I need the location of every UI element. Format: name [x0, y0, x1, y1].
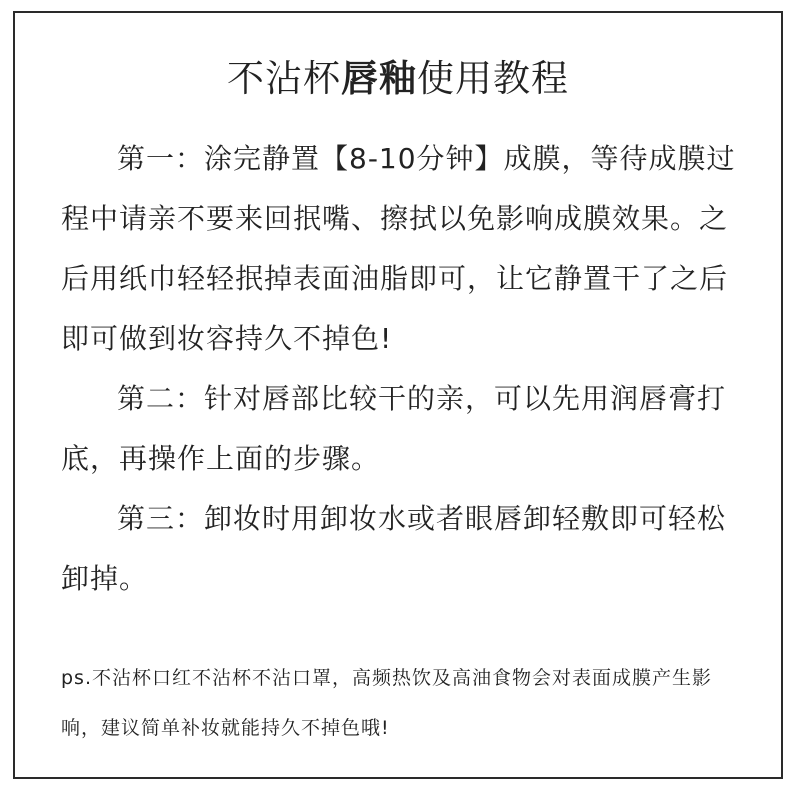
page-title — [15, 57, 781, 101]
step-three-paragraph: 第三：卸妆时用卸妆水或者眼唇卸轻敷即可轻松卸掉。 — [61, 502, 727, 595]
ps-note: ps.不沾杯口红不沾杯不沾口罩，高频热饮及高油食物会对表面成膜产生影响，建议简单补妆就能持久不掉色哦! — [61, 667, 713, 739]
instructions-body — [61, 129, 751, 609]
title-part-1: 不沾杯 — [227, 57, 341, 100]
title-part-3: 使用教程 — [417, 57, 569, 100]
step-two-paragraph: 第二：针对唇部比较干的亲，可以先用润唇膏打底，再操作上面的步骤。 — [61, 382, 727, 475]
step-one-paragraph: 第一：涂完静置【8-10分钟】成膜，等待成膜过程中请亲不要来回抿嘴、擦拭以免影响成膜效果。之后用纸巾轻轻抿掉表面油脂即可，让它静置干了之后即可做到妆容持久不掉色! — [61, 142, 736, 355]
document-frame — [13, 11, 783, 779]
title-part-2: 唇釉 — [341, 57, 417, 100]
